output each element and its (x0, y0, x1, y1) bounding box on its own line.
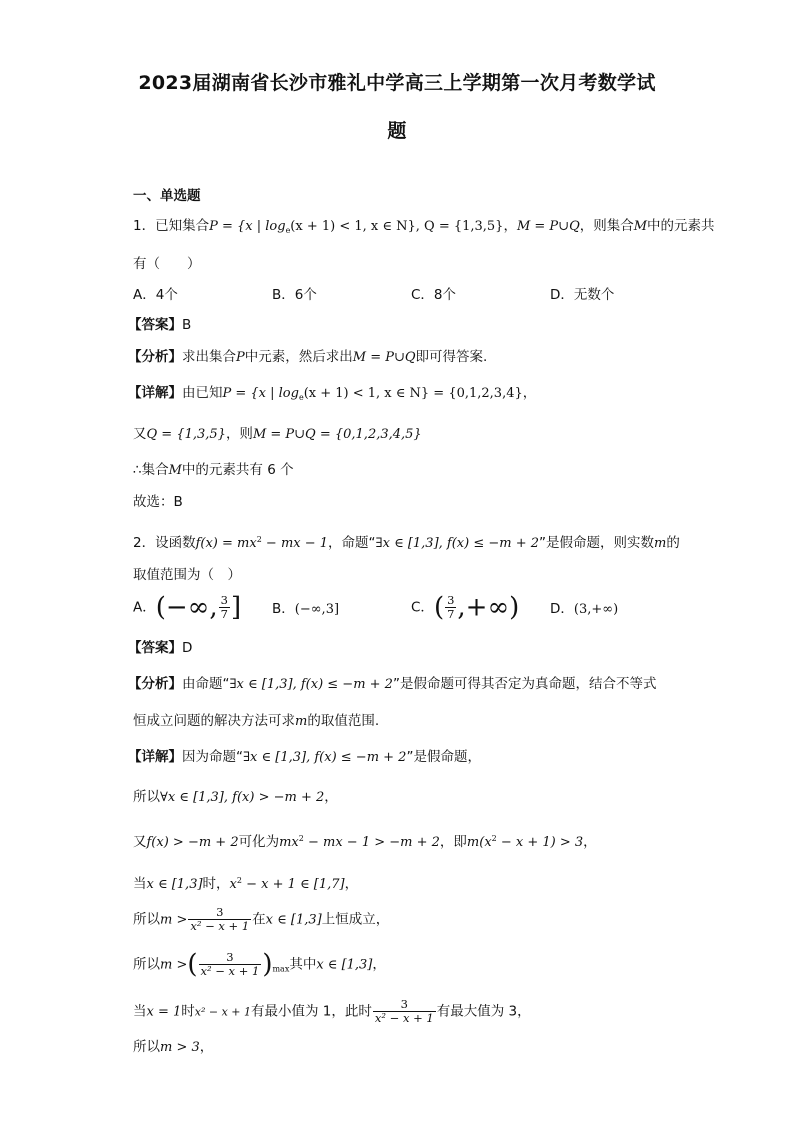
q1-line2-text-b: ，则 (225, 426, 253, 442)
q1-answer-label: 【答案】 (128, 317, 182, 333)
q2-analysis-line2-a: 恒成立问题的解决方法可求 (133, 713, 295, 729)
q2-step6-a: 当 (133, 1003, 147, 1020)
q2-step4-den: x² − x + 1 (190, 919, 250, 933)
q2-step6-b: 时 (181, 1003, 195, 1020)
q2-step4-fraction (188, 906, 251, 933)
q1-detail-text-a: 由已知 (182, 385, 223, 401)
q2-step5-open-paren: ( (187, 949, 198, 980)
q2-option-b-label: B． (272, 601, 295, 617)
q2-detail-text-a: 因为命题“ (182, 749, 243, 765)
q1-line3-text-b: 中的元素共有 6 个 (181, 462, 294, 478)
q1-option-b: B．6个 (272, 287, 317, 303)
q2-step4-a: 所以 (133, 911, 160, 928)
q2-step4 (133, 906, 389, 933)
q2-option-a-den: 7 (220, 607, 228, 621)
q2-stem-line2: 取值范围为（ ） (133, 567, 241, 583)
q2-detail-label: 【详解】 (128, 749, 182, 765)
q2-step2-math1: f(x) > −m + 2 (146, 835, 239, 850)
q2-step6-d: 有最大值为 3， (436, 1003, 531, 1020)
q2-option-d-label: D． (550, 601, 574, 617)
q2-step6-c: 有最小值为 1，此时 (251, 1003, 372, 1020)
q2-option-d (550, 599, 618, 620)
q2-analysis-line2 (133, 711, 379, 732)
q2-option-a-left: (−∞, (155, 592, 218, 623)
q2-stem (133, 530, 680, 554)
q2-step1-b: ， (324, 789, 338, 805)
q1-option-c: C．8个 (411, 287, 457, 303)
q1-stem-mid: ， (503, 218, 517, 234)
q2-analysis-proposition: ∃x ∈ [1,3], f(x) ≤ −m + 2 (229, 677, 393, 692)
q1-stem-suffix: ，则集合 (579, 218, 634, 234)
q2-step2-d: ， (583, 834, 597, 850)
q2-analysis-line2-m: m (295, 714, 308, 729)
q2-step7-b: ， (199, 1039, 214, 1055)
q2-step5-c: ， (372, 956, 386, 973)
q2-step5 (133, 951, 386, 980)
q2-step3 (133, 871, 358, 895)
q2-step2-math2-exp: 2 (298, 834, 304, 843)
q2-step5-math2: x ∈ [1,3] (316, 957, 373, 973)
q1-answer (128, 315, 191, 335)
q2-step7-math: m > 3 (160, 1040, 200, 1055)
q2-step3-b: 时， (202, 876, 230, 892)
q2-step4-b: 在 (252, 911, 266, 928)
q2-analysis-text-b: ”是假命题可得其否定为真命题，结合不等式 (392, 676, 657, 692)
q2-m: m (654, 536, 667, 551)
q1-option-d: D．无数个 (550, 287, 615, 303)
q1-detail (128, 383, 536, 408)
q1-analysis-p: P (236, 350, 245, 365)
q2-detail (128, 747, 481, 768)
q2-step6-den: x² − x + 1 (374, 1011, 434, 1025)
q1-analysis-text-a: 求出集合 (182, 349, 236, 365)
q2-step6-math1: x = 1 (146, 1004, 182, 1020)
q1-conclusion: 故选：B (133, 494, 183, 510)
q1-set-p-rest: (x + 1) < 1, x ∈ N}, Q = {1,3,5} (290, 219, 504, 234)
q2-stem-text-d: 的 (666, 535, 680, 551)
q2-step6-num: 3 (373, 998, 436, 1012)
q2-step3-math1: x ∈ [1,3] (146, 877, 203, 892)
q2-step7-a: 所以 (133, 1039, 160, 1055)
q2-step5-den: x² − x + 1 (200, 964, 260, 978)
q1-line3-m: M (168, 463, 182, 478)
section-heading-single-choice: 一、单选题 (133, 188, 201, 204)
q1-detail-label: 【详解】 (128, 385, 182, 401)
q2-step2-b: 可化为 (238, 834, 280, 850)
q2-stem-text-c: ”是假命题，则实数 (539, 535, 654, 551)
q2-option-a-num: 3 (220, 593, 228, 607)
q1-line3-text-a: ∴集合 (133, 462, 169, 478)
q2-step5-close-paren: ) (262, 949, 273, 980)
q2-step5-max: max (272, 964, 290, 974)
q1-analysis-label: 【分析】 (128, 349, 182, 365)
q2-answer-label: 【答案】 (128, 640, 182, 656)
q2-step5-num: 3 (199, 951, 262, 965)
q2-option-c-right: ,+∞) (457, 592, 520, 623)
q1-stem-end: 中的元素共 (647, 218, 715, 234)
q2-option-b-value: (−∞,3] (294, 602, 340, 617)
q2-step2-a: 又 (133, 834, 147, 850)
q2-step4-math2: x ∈ [1,3] (265, 912, 322, 928)
q2-step3-a: 当 (133, 876, 147, 892)
document-title: 2023届湖南省长沙市雅礼中学高三上学期第一次月考数学试 (138, 72, 656, 94)
q1-analysis (128, 347, 487, 368)
q2-option-c-label: C． (411, 599, 434, 616)
q1-stem-line2: 有（ ） (133, 256, 201, 272)
q1-log-base: e (285, 226, 291, 235)
q2-step5-b: 其中 (289, 956, 317, 973)
q2-option-c-left: ( (433, 592, 445, 623)
q2-detail-proposition: ∃x ∈ [1,3], f(x) ≤ −m + 2 (243, 750, 407, 765)
q1-line2-m: M = P∪Q = {0,1,2,3,4,5} (252, 427, 422, 442)
q1-line2-q: Q = {1,3,5} (146, 427, 226, 442)
q1-detail-log-base: e (298, 393, 304, 402)
q2-step1-a: 所以 (133, 789, 160, 805)
q2-stem-text-a: 2．设函数 (133, 535, 196, 551)
q2-step1-math: ∀x ∈ [1,3], f(x) > −m + 2 (160, 790, 325, 805)
q2-answer-value: D (182, 640, 193, 656)
q2-step4-num: 3 (188, 906, 251, 920)
q1-detail-line2 (133, 424, 422, 445)
q1-stem (133, 216, 715, 241)
q2-function-exp: 2 (256, 535, 262, 544)
q2-step5-math: m > (160, 957, 188, 973)
q1-answer-value: B (182, 317, 192, 333)
q2-proposition: ∃x ∈ [1,3], f(x) ≤ −m + 2 (375, 536, 539, 551)
q2-option-d-value: (3,+∞) (573, 602, 619, 617)
q2-step6-math2: x² − x + 1 (194, 1005, 252, 1019)
q1-m-def: M = P∪Q (516, 219, 580, 234)
q2-step2-math3a: m(x (466, 835, 492, 850)
q2-stem-text-b: ，命题“ (328, 535, 376, 551)
q1-detail-set-p: P = {x | log (222, 386, 299, 401)
q2-function: f(x) = mx (195, 536, 257, 551)
q2-analysis (128, 674, 656, 695)
q2-option-a-fraction (219, 594, 230, 621)
q2-answer (128, 638, 192, 658)
q2-option-a-right: ] (230, 592, 242, 623)
q2-step2 (133, 829, 597, 853)
q2-option-a-label: A． (133, 599, 156, 616)
q1-detail-line3 (133, 460, 294, 481)
q2-step2-math2b: − mx − 1 > −m + 2 (303, 835, 440, 850)
q1-stem-prefix: 1．已知集合 (133, 218, 210, 234)
q2-step2-math3b: − x + 1) > 3 (496, 835, 584, 850)
q1-option-a: A．4个 (133, 287, 178, 303)
document-title-continued: 题 (387, 120, 407, 142)
q2-step6-fraction (373, 998, 436, 1025)
q1-detail-set-p-rest: (x + 1) < 1, x ∈ N} = {0,1,2,3,4} (303, 386, 523, 401)
q2-step3-math2-exp: 2 (236, 876, 242, 885)
q2-option-a (133, 594, 241, 621)
q1-analysis-text-c: 即可得答案. (415, 349, 488, 365)
q2-step3-math2b: − x + 1 ∈ [1,7] (241, 877, 345, 892)
q2-step3-c: ， (344, 876, 359, 892)
q1-analysis-text-b: 中元素，然后求出 (244, 349, 353, 365)
q2-step1 (133, 787, 338, 808)
q2-option-c-den: 7 (447, 607, 455, 621)
q1-line2-text-a: 又 (133, 426, 147, 442)
q2-analysis-label: 【分析】 (128, 676, 182, 692)
q2-option-c-fraction (445, 594, 456, 621)
q1-m: M (633, 219, 648, 234)
q2-step2-c: ，即 (439, 834, 467, 850)
q2-option-c (411, 594, 519, 621)
q2-analysis-text-a: 由命题“ (182, 676, 230, 692)
q2-step2-math2a: mx (279, 835, 299, 850)
q2-analysis-line2-b: 的取值范围. (307, 713, 380, 729)
q2-step6 (133, 998, 531, 1025)
q2-function-rest: − mx − 1 (261, 536, 329, 551)
q2-option-c-num: 3 (447, 593, 455, 607)
q2-step2-math3-exp: 2 (491, 834, 497, 843)
q1-set-p: P = {x | log (209, 219, 286, 234)
q2-detail-text-b: ”是假命题， (406, 749, 481, 765)
q2-step4-c: 上恒成立， (321, 911, 390, 928)
q2-step7 (133, 1037, 213, 1058)
q2-step3-math2a: x (229, 877, 237, 892)
q2-step5-a: 所以 (133, 956, 160, 973)
q2-option-b (272, 599, 339, 620)
q2-step4-math: m > (160, 912, 188, 928)
q2-step5-fraction (199, 951, 262, 978)
q1-detail-end: ， (522, 385, 537, 401)
q1-analysis-m: M = P∪Q (352, 350, 416, 365)
